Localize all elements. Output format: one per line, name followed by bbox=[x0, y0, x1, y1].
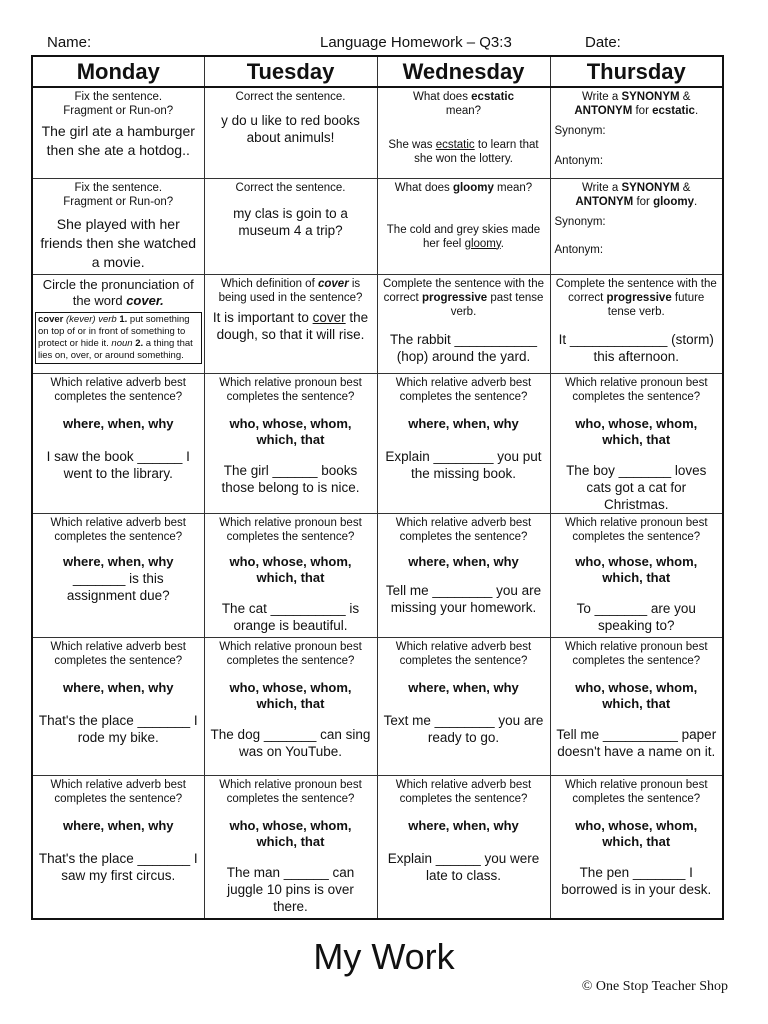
word-options: who, whose, whom, which, that bbox=[229, 415, 352, 447]
instruction: ANTONYM for ecstatic. bbox=[574, 105, 699, 117]
instruction: Fragment or Run-on? bbox=[63, 105, 174, 117]
table-row bbox=[32, 87, 723, 178]
cell-r1-tuesday bbox=[204, 87, 377, 178]
homework-title: Language Homework – Q3:3 bbox=[320, 34, 512, 51]
instruction: Which relative adverb best completes the sentence? bbox=[395, 516, 532, 543]
sentence: Tell me ________ you are missing your homework. bbox=[385, 582, 542, 615]
date-label: Date: bbox=[585, 34, 621, 51]
cell-r2-tuesday bbox=[204, 178, 377, 274]
word-options: who, whose, whom, which, that bbox=[575, 553, 698, 585]
sentence: Explain ________ you put the missing book. bbox=[385, 448, 542, 481]
cell-r2-monday bbox=[32, 178, 204, 274]
cell-r6-wednesday bbox=[377, 637, 550, 775]
instruction: Which relative adverb best completes the sentence? bbox=[50, 640, 186, 667]
sentence: She was ecstatic to learn that she won the lottery. bbox=[388, 139, 539, 165]
instruction: Complete the sentence with the correct progressive past tense verb. bbox=[382, 277, 545, 318]
instruction: Correct the sentence. bbox=[235, 181, 346, 194]
sentence: The girl ______ books those belong to is nice. bbox=[221, 462, 360, 495]
homework-grid bbox=[31, 55, 724, 920]
instruction: Circle the pronunciation of the word cover. bbox=[42, 276, 194, 308]
word-options: who, whose, whom, which, that bbox=[229, 817, 352, 849]
word-options: where, when, why bbox=[408, 415, 519, 431]
table-row bbox=[32, 373, 723, 513]
sentence: The rabbit ___________ (hop) around the yard. bbox=[389, 331, 538, 364]
word-options: who, whose, whom, which, that bbox=[229, 679, 352, 711]
instruction: Which relative pronoun best completes the sentence? bbox=[564, 516, 708, 543]
question-end: mean? bbox=[445, 105, 482, 117]
sentence: The pen _______ I borrowed is in your desk. bbox=[561, 864, 712, 897]
sentence: That's the place _______ I saw my first circus. bbox=[38, 850, 198, 883]
cell-r3-thursday bbox=[550, 274, 723, 373]
sentence: The dog _______ can sing was on YouTube. bbox=[210, 726, 371, 759]
antonym-label: Antonym: bbox=[554, 243, 604, 256]
cell-r4-monday bbox=[32, 373, 204, 513]
my-work-heading: My Work bbox=[313, 936, 455, 977]
instruction: Which relative pronoun best completes the sentence? bbox=[564, 778, 708, 805]
day-header-monday: Monday bbox=[32, 56, 204, 87]
cell-r5-tuesday bbox=[204, 513, 377, 637]
cell-r2-wednesday bbox=[377, 178, 550, 274]
sentence: The cold and grey skies made her feel gloomy. bbox=[386, 223, 541, 250]
sentence: The boy _______ loves cats got a cat for Christmas. bbox=[566, 462, 707, 512]
instruction: Which relative pronoun best completes the sentence? bbox=[564, 376, 708, 403]
instruction: Fragment or Run-on? bbox=[63, 195, 174, 208]
instruction: Which relative adverb best completes the sentence? bbox=[50, 778, 186, 805]
table-row bbox=[32, 274, 723, 373]
cell-r4-thursday bbox=[550, 373, 723, 513]
instruction: Write a SYNONYM & bbox=[582, 91, 691, 103]
cell-r6-tuesday bbox=[204, 637, 377, 775]
instruction: Correct the sentence. bbox=[235, 91, 346, 103]
cell-r6-monday bbox=[32, 637, 204, 775]
sentence: y do u like to red books about animuls! bbox=[221, 113, 360, 145]
word-options: where, when, why bbox=[62, 415, 174, 431]
word-options: who, whose, whom, which, that bbox=[575, 415, 698, 447]
sentence: Explain ______ you were late to class. bbox=[387, 850, 540, 883]
instruction: Complete the sentence with the correct progressive future tense verb. bbox=[555, 277, 717, 318]
cell-r1-monday bbox=[32, 87, 204, 178]
instruction: Which relative pronoun best completes the sentence? bbox=[219, 376, 362, 403]
sentence: Text me ________ you are ready to go. bbox=[383, 712, 544, 745]
sentence: She played with her friends then she watched a movie. bbox=[40, 215, 197, 270]
cell-r7-monday bbox=[32, 775, 204, 919]
sentence: It _____________ (storm) this afternoon. bbox=[558, 331, 714, 364]
cell-r3-wednesday bbox=[377, 274, 550, 373]
dictionary-entry: cover (kever) verb 1. put something on top of or in front of something to protect or hide it. noun 2. a thing that lies on, over, or around something. bbox=[35, 312, 202, 364]
word-options: who, whose, whom, which, that bbox=[229, 553, 352, 585]
word-options: where, when, why bbox=[62, 679, 174, 695]
instruction: Which relative adverb best completes the sentence? bbox=[50, 376, 186, 403]
copyright-notice: © One Stop Teacher Shop bbox=[581, 979, 728, 994]
question: What does gloomy mean? bbox=[394, 181, 533, 194]
cell-r7-wednesday bbox=[377, 775, 550, 919]
sentence: The girl ate a hamburger then she ate a hotdog.. bbox=[41, 123, 195, 158]
name-label: Name: bbox=[47, 34, 92, 51]
cell-r6-thursday bbox=[550, 637, 723, 775]
cell-r5-monday bbox=[32, 513, 204, 637]
cell-r5-wednesday bbox=[377, 513, 550, 637]
word-options: who, whose, whom, which, that bbox=[575, 679, 698, 711]
instruction: Which relative pronoun best completes the sentence? bbox=[219, 640, 362, 667]
sentence: Tell me __________ paper doesn't have a name on it. bbox=[556, 726, 717, 759]
instruction: Which relative adverb best completes the sentence? bbox=[395, 640, 532, 667]
question: What does ecstatic bbox=[412, 91, 514, 103]
cell-r4-wednesday bbox=[377, 373, 550, 513]
word-options: where, when, why bbox=[408, 679, 519, 695]
instruction: ANTONYM for gloomy. bbox=[575, 195, 698, 208]
table-row bbox=[32, 178, 723, 274]
instruction: Fix the sentence. bbox=[74, 91, 163, 103]
instruction: Which relative adverb best completes the sentence? bbox=[395, 376, 532, 403]
sentence: To _______ are you speaking to? bbox=[576, 600, 696, 633]
table-row bbox=[32, 775, 723, 919]
word-options: where, when, why bbox=[62, 553, 174, 569]
cell-r7-tuesday bbox=[204, 775, 377, 919]
instruction: Which relative adverb best completes the sentence? bbox=[50, 516, 186, 543]
instruction: Which relative adverb best completes the sentence? bbox=[395, 778, 532, 805]
word-options: where, when, why bbox=[408, 817, 519, 833]
cell-r4-tuesday bbox=[204, 373, 377, 513]
synonym-label: Synonym: bbox=[554, 125, 606, 137]
vocab-word: ecstatic bbox=[471, 91, 514, 103]
cell-r1-wednesday bbox=[377, 87, 550, 178]
cell-r3-monday bbox=[32, 274, 204, 373]
sentence: The man ______ can juggle 10 pins is over there. bbox=[226, 864, 355, 914]
day-header-wednesday: Wednesday bbox=[377, 56, 550, 87]
instruction: Which relative pronoun best completes the sentence? bbox=[219, 516, 362, 543]
table-row bbox=[32, 513, 723, 637]
instruction: Which relative pronoun best completes the sentence? bbox=[564, 640, 708, 667]
instruction: Which relative pronoun best completes the sentence? bbox=[219, 778, 362, 805]
cell-r7-thursday bbox=[550, 775, 723, 919]
instruction: Which definition of cover is being used in the sentence? bbox=[218, 277, 363, 304]
day-header-row bbox=[32, 56, 723, 87]
day-header-tuesday: Tuesday bbox=[204, 56, 377, 87]
table-row bbox=[32, 637, 723, 775]
cell-r1-thursday bbox=[550, 87, 723, 178]
word-options: where, when, why bbox=[408, 553, 519, 569]
sentence: The cat __________ is orange is beautiful. bbox=[221, 600, 360, 633]
cell-r2-thursday bbox=[550, 178, 723, 274]
cell-r5-thursday bbox=[550, 513, 723, 637]
day-header-thursday: Thursday bbox=[550, 56, 723, 87]
word-options: who, whose, whom, which, that bbox=[575, 817, 698, 849]
word-options: where, when, why bbox=[62, 817, 174, 833]
instruction: Fix the sentence. bbox=[74, 181, 163, 194]
synonym-label: Synonym: bbox=[554, 215, 606, 228]
instruction: Write a SYNONYM & bbox=[582, 181, 691, 194]
sentence: _______ is this assignment due? bbox=[66, 570, 170, 603]
sentence: It is important to cover the dough, so that it will rise. bbox=[212, 309, 369, 342]
cell-r3-tuesday bbox=[204, 274, 377, 373]
sentence: That's the place _______ I rode my bike. bbox=[38, 712, 198, 745]
antonym-label: Antonym: bbox=[554, 155, 604, 167]
sentence: my clas is goin to a museum 4 a trip? bbox=[233, 205, 348, 238]
sentence: I saw the book ______ I went to the library. bbox=[46, 448, 190, 481]
